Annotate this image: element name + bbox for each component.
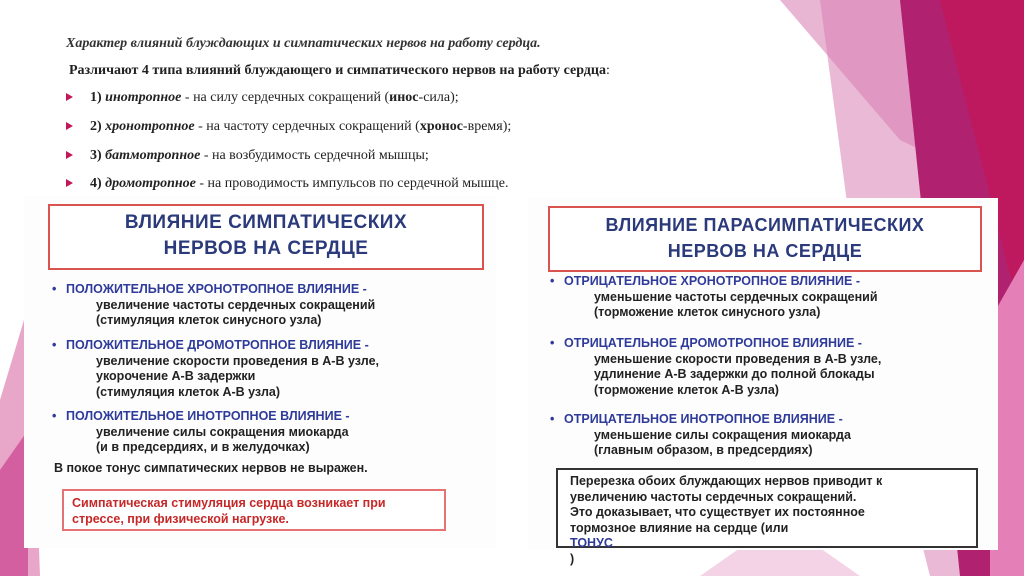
effect-block bbox=[550, 274, 878, 321]
resting-tone-note: В покое тонус симпатических нервов не выражен. bbox=[54, 461, 368, 475]
effect-line: уменьшение скорости проведения в А-В узле, bbox=[594, 351, 882, 366]
influence-types-list bbox=[66, 90, 511, 205]
item-desc: - на силу сердечных сокращений ( bbox=[181, 90, 390, 105]
item-number: 3) bbox=[90, 147, 102, 163]
item-root: хронос bbox=[419, 118, 463, 134]
list-item bbox=[66, 119, 511, 148]
header-line: ВЛИЯНИЕ СИМПАТИЧЕСКИХ bbox=[124, 212, 408, 233]
effect-title-text: ПОЛОЖИТЕЛЬНОЕ ХРОНОТРОПНОЕ ВЛИЯНИЕ - bbox=[66, 282, 367, 296]
slide-title: Характер влияний блуждающих и симпатических нервов на работу сердца. bbox=[66, 36, 541, 51]
item-desc: - на возбудимость сердечной мышцы; bbox=[200, 147, 429, 163]
effect-block bbox=[52, 338, 379, 400]
vagus-transection-box bbox=[556, 468, 978, 566]
effect-line: уменьшение силы сокращения миокарда bbox=[594, 427, 851, 442]
effect-title bbox=[550, 274, 878, 290]
bullet-dot-icon: • bbox=[550, 274, 555, 288]
tonus-highlight: ТОНУС bbox=[570, 536, 613, 550]
effect-block bbox=[52, 282, 375, 329]
effect-title bbox=[550, 412, 851, 428]
effect-line: (и в предсердиях, и в желудочках) bbox=[96, 440, 310, 454]
effect-title-text: ОТРИЦАТЕЛЬНОЕ ХРОНОТРОПНОЕ ВЛИЯНИЕ - bbox=[564, 274, 861, 288]
effect-title bbox=[52, 282, 375, 298]
item-term: батмотропное bbox=[105, 147, 201, 163]
effect-title-text: ОТРИЦАТЕЛЬНОЕ ИНОТРОПНОЕ ВЛИЯНИЕ - bbox=[564, 412, 843, 426]
item-desc: - на частоту сердечных сокращений ( bbox=[194, 118, 420, 134]
item-number: 4) bbox=[90, 176, 102, 192]
intro-text bbox=[69, 63, 610, 79]
effect-line: удлинение А-В задержки до полной блокады bbox=[594, 367, 875, 381]
effect-block bbox=[550, 412, 851, 459]
box-line: Симпатическая стимуляция сердца возникает при bbox=[72, 496, 386, 510]
list-item bbox=[66, 148, 511, 177]
effect-block bbox=[52, 409, 350, 456]
item-root-tail: -время); bbox=[462, 118, 512, 134]
item-term: хронотропное bbox=[105, 118, 195, 134]
list-item bbox=[66, 90, 511, 119]
effect-title bbox=[52, 409, 350, 425]
effect-title-text: ОТРИЦАТЕЛЬНОЕ ДРОМОТРОПНОЕ ВЛИЯНИЕ - bbox=[564, 336, 862, 350]
bullet-dot-icon: • bbox=[52, 338, 57, 352]
effect-line: уменьшение частоты сердечных сокращений bbox=[594, 289, 878, 304]
effect-title-text: ПОЛОЖИТЕЛЬНОЕ ИНОТРОПНОЕ ВЛИЯНИЕ - bbox=[66, 409, 350, 423]
effect-line: (главным образом, в предсердиях) bbox=[594, 443, 813, 457]
header-line: НЕРВОВ НА СЕРДЦЕ bbox=[163, 238, 369, 259]
bullet-arrow-icon bbox=[66, 93, 73, 101]
stress-note-box bbox=[62, 489, 446, 531]
item-root-tail: -сила); bbox=[418, 90, 459, 105]
item-term: инотропное bbox=[105, 90, 182, 105]
effect-line: увеличение частоты сердечных сокращений bbox=[96, 297, 376, 312]
item-desc: - на проводимость импульсов по сердечной мышце. bbox=[195, 176, 509, 192]
box-line: увеличению частоты сердечных сокращений. bbox=[570, 489, 857, 504]
effect-line: (стимуляция клеток синусного узла) bbox=[96, 313, 322, 327]
item-number: 1) bbox=[90, 90, 102, 105]
sympathetic-panel bbox=[24, 196, 496, 548]
box-line-end: ) bbox=[570, 551, 575, 566]
intro-colon: : bbox=[605, 63, 610, 78]
bullet-dot-icon: • bbox=[550, 412, 555, 426]
effect-line: (стимуляция клеток А-В узла) bbox=[96, 384, 281, 399]
item-term: дромотропное bbox=[105, 176, 196, 192]
box-line-text: тормозное влияние на сердце (или bbox=[570, 520, 789, 535]
effect-line: (торможение клеток синусного узла) bbox=[594, 305, 821, 319]
parasympathetic-panel bbox=[528, 198, 998, 566]
header-line: НЕРВОВ НА СЕРДЦЕ bbox=[667, 241, 863, 261]
bullet-arrow-icon bbox=[66, 122, 73, 130]
effect-title-text: ПОЛОЖИТЕЛЬНОЕ ДРОМОТРОПНОЕ ВЛИЯНИЕ - bbox=[66, 338, 369, 352]
item-root: инос bbox=[389, 90, 419, 105]
effect-line: (торможение клеток А-В узла) bbox=[594, 382, 779, 397]
box-line: Перерезка обоих блуждающих нервов приводит к bbox=[570, 474, 883, 488]
bullet-dot-icon: • bbox=[52, 409, 57, 423]
header-line: ВЛИЯНИЕ ПАРАСИМПАТИЧЕСКИХ bbox=[605, 215, 925, 235]
box-line: Это доказывает, что существует их постоянное bbox=[570, 505, 865, 519]
effect-block bbox=[550, 336, 881, 398]
box-line-last bbox=[570, 521, 976, 568]
bullet-arrow-icon bbox=[66, 151, 73, 159]
intro-main: Различают 4 типа влияний блуждающего и симпатического нервов на работу сердца bbox=[69, 63, 606, 78]
effect-line: укорочение А-В задержки bbox=[96, 369, 256, 383]
sympathetic-header bbox=[48, 204, 484, 270]
effect-title bbox=[550, 336, 881, 352]
box-line: стрессе, при физической нагрузке. bbox=[72, 512, 289, 526]
effect-line: увеличение скорости проведения в А-В узле, bbox=[96, 353, 379, 368]
bullet-arrow-icon bbox=[66, 179, 73, 187]
bullet-dot-icon: • bbox=[550, 336, 555, 350]
bullet-dot-icon: • bbox=[52, 282, 57, 296]
parasympathetic-header bbox=[548, 206, 982, 272]
effect-line: увеличение силы сокращения миокарда bbox=[96, 424, 349, 439]
effect-title bbox=[52, 338, 379, 354]
item-number: 2) bbox=[90, 118, 102, 134]
